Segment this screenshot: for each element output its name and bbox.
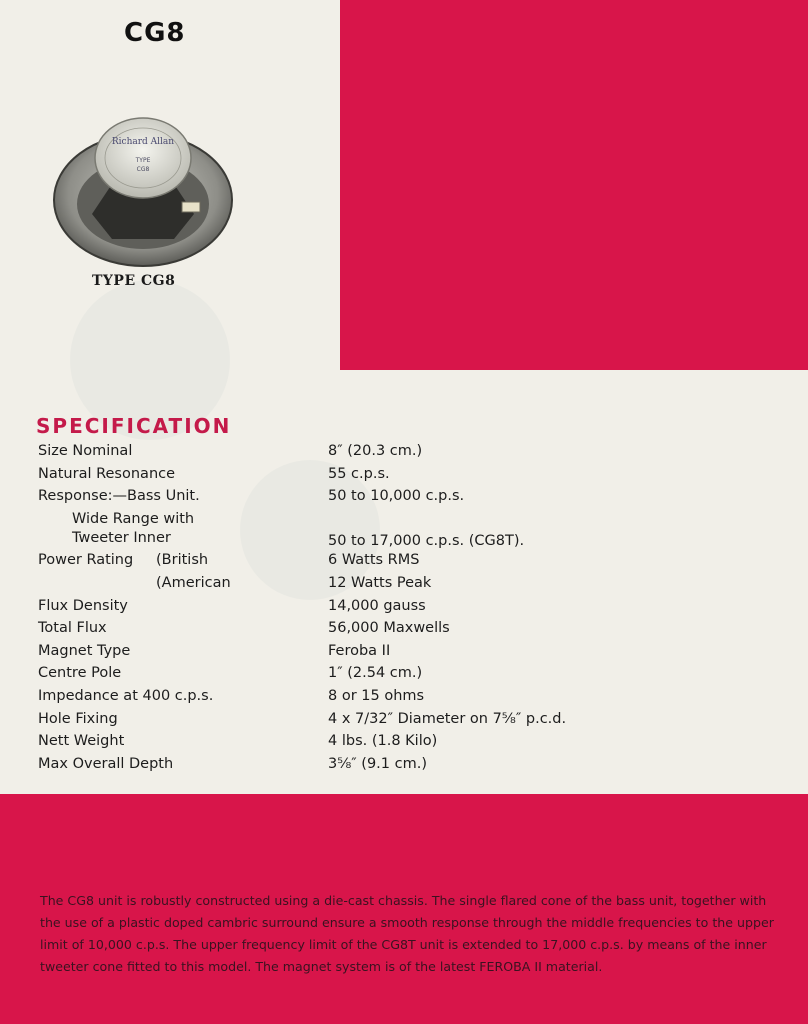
spec-label: Magnet Type (38, 642, 131, 659)
spec-row (38, 711, 598, 734)
spec-sublabel: (American (156, 574, 231, 591)
spec-row (38, 443, 598, 466)
spec-value: 4 x 7/32″ Diameter on 7⅝″ p.c.d. (328, 710, 567, 727)
spec-row (38, 575, 598, 598)
description-paragraph: The CG8 unit is robustly constructed using a die-cast chassis. The single flared cone of the bass unit, together with the use of a plastic doped cambric surround ensure a smooth response through the middle frequencies to the upper limit of 10,000 c.p.s. The upper frequency limit of the CG8T unit is extended to 17,000 c.p.s. by means of the inner tweeter cone fitted to this model. The magnet system is of the latest FEROBA II material. (40, 893, 774, 974)
spec-row (38, 688, 598, 711)
speaker-photo (52, 104, 234, 268)
red-panel-top (340, 0, 808, 370)
spec-row (38, 488, 598, 511)
spec-value: 56,000 Maxwells (328, 620, 450, 637)
spec-row (38, 665, 598, 688)
spec-value: 8 or 15 ohms (328, 687, 425, 704)
spec-label: Total Flux (38, 620, 107, 637)
spec-row (38, 511, 598, 530)
spec-row (38, 620, 598, 643)
spec-label: Max Overall Depth (38, 755, 174, 772)
spec-value: 4 lbs. (1.8 Kilo) (328, 733, 438, 750)
spec-row (38, 598, 598, 621)
spec-value: 14,000 gauss (328, 597, 426, 614)
specification-table (38, 443, 598, 778)
spec-label: Tweeter Inner (72, 529, 171, 546)
spec-value: 50 to 10,000 c.p.s. (328, 488, 465, 505)
spec-label: Power Rating (38, 552, 134, 569)
spec-value: 50 to 17,000 c.p.s. (CG8T). (328, 532, 525, 549)
spec-label: Wide Range with (72, 510, 195, 527)
spec-label: Size Nominal (38, 443, 133, 459)
spec-value: 12 Watts Peak (328, 574, 432, 591)
spec-label: Response:—Bass Unit. (38, 488, 200, 505)
spec-label: Impedance at 400 c.p.s. (38, 687, 214, 704)
specification-heading: SPECIFICATION (36, 414, 232, 438)
speaker-model-text: CG8 (136, 166, 150, 173)
spec-value: 1″ (2.54 cm.) (328, 665, 423, 682)
spec-row (38, 756, 598, 779)
photo-caption: TYPE CG8 (92, 273, 176, 289)
spec-value: 3⅝″ (9.1 cm.) (328, 755, 427, 772)
spec-row (38, 643, 598, 666)
spec-label: Natural Resonance (38, 465, 176, 482)
spec-row (38, 552, 598, 575)
spec-row (38, 733, 598, 756)
spec-sublabel: (British (156, 552, 209, 569)
spec-value: 6 Watts RMS (328, 552, 420, 569)
speaker-brand-text: Richard Allan (111, 137, 175, 147)
spec-value: Feroba II (328, 642, 391, 659)
spec-value: 55 c.p.s. (328, 465, 390, 482)
spec-label: Hole Fixing (38, 710, 118, 727)
spec-label: Flux Density (38, 597, 128, 614)
page-title: CG8 (124, 18, 186, 48)
spec-label: Centre Pole (38, 665, 122, 682)
spec-row (38, 466, 598, 489)
speaker-type-text: TYPE (135, 157, 151, 164)
spec-value: 8″ (20.3 cm.) (328, 443, 423, 459)
spec-row (38, 530, 598, 553)
spec-label: Nett Weight (38, 733, 125, 750)
